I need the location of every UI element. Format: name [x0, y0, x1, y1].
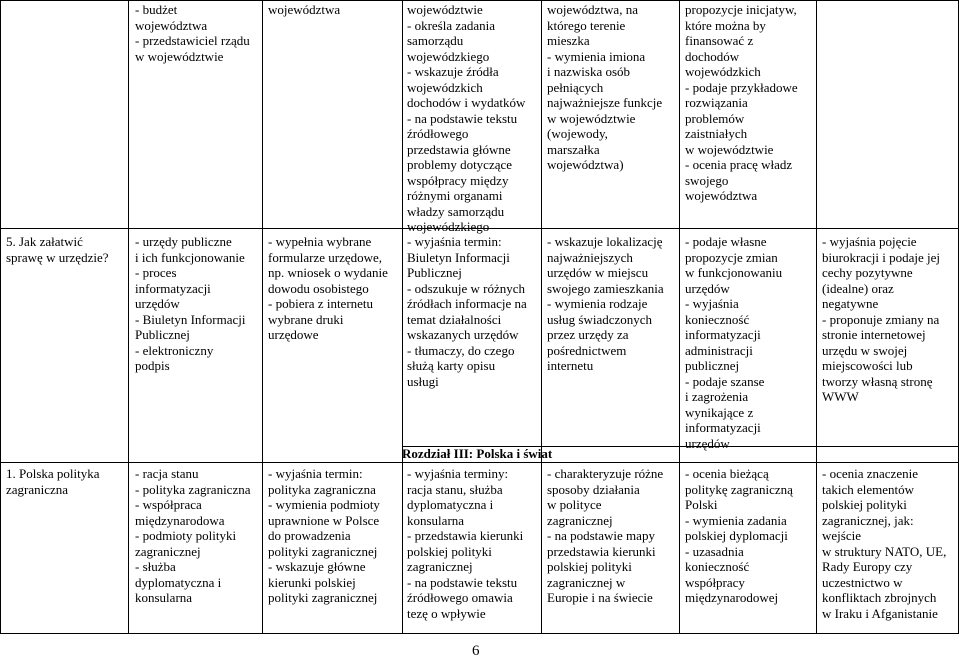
row1-topic: 5. Jak załatwić sprawę w urzędzie? [6, 234, 109, 265]
row0-cell-basic: województwa [268, 2, 341, 17]
row2-cell-basic: - wyjaśnia termin: polityka zagraniczna - wymienia podmioty uprawnione w Polsce do prowadzenia polityki zagranicznej - wskazuje główne kierunki polskiej polityki zagranicznej [268, 466, 380, 605]
row2-cell-sufficient: - wyjaśnia terminy: racja stanu, służba dyplomatyczna i konsularna - przedstawia kierunki polskiej polityki zagranicznej - na podstawie tekstu źródłowego omawia tezę o wpływie [407, 466, 524, 621]
column-divider [0, 0, 1, 633]
row1-cell-excellent: - wyjaśnia pojęcie biurokracji i podaje jej cechy pozytywne (idealne) oraz negatywne - proponuje zmiany na stronie internetowej urzędu w swojej miejscowości lub tworzy własną stronę WWW [822, 234, 941, 404]
row2-cell-content: - racja stanu - polityka zagraniczna - współpraca międzynarodowa - podmioty polityki zagranicznej - służba dyplomatyczna i konsularna [135, 466, 251, 605]
row2-cell-good: - charakteryzuje różne sposoby działania w polityce zagranicznej - na podstawie mapy przedstawia kierunki polskiej polityki zagranicznej w Europie i na świecie [547, 466, 664, 605]
column-divider [816, 0, 817, 633]
row-divider [0, 633, 959, 634]
column-divider [679, 0, 680, 633]
page-number: 6 [472, 643, 480, 659]
column-divider [262, 0, 263, 633]
row1-cell-good: - wskazuje lokalizację najważniejszych urzędów w miejscu swojego zamieszkania - wymienia rodzaje usług świadczonych przez urzędy za pośrednictwem internetu [547, 234, 664, 373]
row1-cell-sufficient: - wyjaśnia termin: Biuletyn Informacji Publicznej - odszukuje w różnych źródłach informacje na temat działalności wskazanych urzędów - tłumaczy, do czego służą karty opisu usługi [407, 234, 527, 389]
row2-topic: 1. Polska polityka zagraniczna [6, 466, 100, 497]
row-divider [0, 462, 959, 463]
row0-cell-content: - budżet województwa - przedstawiciel rządu w województwie [135, 2, 250, 64]
section-title: Rozdział III: Polska i świat [402, 446, 553, 461]
row0-cell-sufficient: województwie - określa zadania samorządu wojewódzkiego - wskazuje źródła wojewódzkich dochodów i wydatków - na podstawie tekstu źródłowego przedstawia główne problemy dotyczące współpracy między różnymi organami władzy samorządu wojewódzkiego [407, 2, 526, 234]
row1-cell-very-good: - podaje własne propozycje zmian w funkcjonowaniu urzędów - wyjaśnia konieczność informatyzacji administracji publicznej - podaje szanse i zagrożenia wynikające z informatyzacji urzędów [685, 234, 783, 451]
row0-cell-good: województwa, na którego terenie mieszka - wymienia imiona i nazwiska osób pełniących najważniejsze funkcje w województwie (wojewody, marszałka województwa) [547, 2, 663, 172]
row2-cell-excellent: - ocenia znaczenie takich elementów polskiej polityki zagranicznej, jak: wejście w struktury NATO, UE, Rady Europy czy uczestnictwo w konfliktach zbrojnych w Iraku i Afganistanie [822, 466, 947, 621]
row-divider [0, 0, 959, 1]
row1-cell-basic: - wypełnia wybrane formularze urzędowe, np. wniosek o wydanie dowodu osobistego - pobiera z internetu wybrane druki urzędowe [268, 234, 388, 342]
column-divider [541, 0, 542, 633]
column-divider [128, 0, 129, 633]
column-divider [402, 0, 403, 633]
row2-cell-very-good: - ocenia bieżącą politykę zagraniczną Polski - wymienia zadania polskiej dyplomacji - uzasadnia konieczność współpracy międzynarodowej [685, 466, 793, 605]
row1-cell-content: - urzędy publiczne i ich funkcjonowanie - proces informatyzacji urzędów - Biuletyn Informacji Publicznej - elektroniczny podpis [135, 234, 246, 373]
row0-cell-very-good: propozycje inicjatyw, które można by finansować z dochodów wojewódzkich - podaje przykładowe rozwiązania problemów zaistniałych w województwie - ocenia pracę władz swojego województwa [685, 2, 798, 203]
